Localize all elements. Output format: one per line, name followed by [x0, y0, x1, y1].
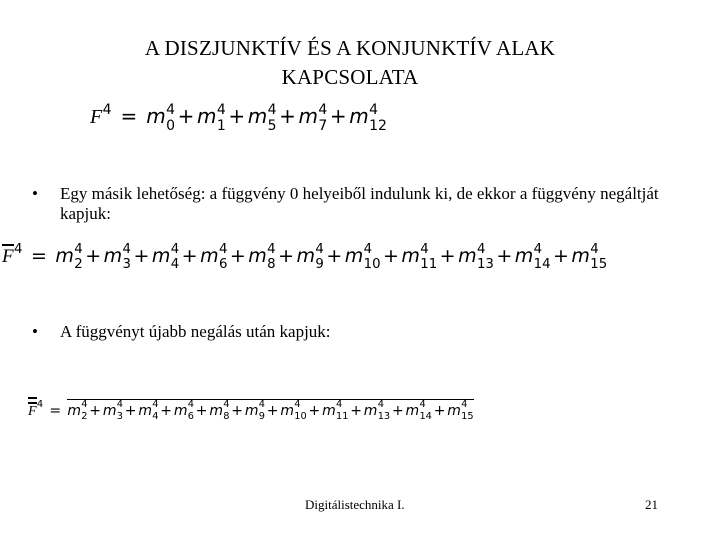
eq3-minterm-scripts: [223, 399, 230, 422]
bullet-dot-2: •: [32, 322, 38, 341]
eq1-plus-sign: +: [177, 104, 195, 128]
eq3-terms: [67, 399, 474, 422]
eq3-minterm-scripts: [187, 399, 194, 422]
eq2-minterm: [514, 241, 551, 272]
eq3-minterm-symbol: m: [322, 403, 336, 419]
eq3-minterm-scripts: [461, 399, 474, 422]
eq2-minterm-superscript: 4: [420, 241, 429, 257]
eq2-minterm-symbol: m: [200, 245, 219, 267]
eq2-minterm: [248, 241, 276, 272]
eq2-terms: [55, 241, 608, 272]
eq3-minterm-superscript: 4: [461, 399, 468, 411]
eq1-lhs-variable: F: [90, 106, 103, 128]
eq3-minterm-superscript: 4: [223, 399, 230, 411]
eq1-minterm-scripts: [166, 101, 175, 134]
eq3-negated-sum: [67, 399, 473, 420]
eq1-lhs-superscript: 4: [102, 101, 112, 118]
eq3-minterm-scripts: [116, 399, 123, 422]
eq2-minterm-subscript: 3: [122, 256, 131, 272]
eq1-minterm-superscript: 4: [369, 101, 378, 118]
eq3-minterm-superscript: 4: [258, 399, 265, 411]
eq3-minterm-symbol: m: [363, 403, 378, 419]
eq3-minterm-symbol: m: [405, 403, 420, 419]
title-line-2: KAPCSOLATA: [281, 65, 419, 89]
eq3-minterm-subscript: 8: [223, 410, 230, 422]
eq3-minterm: [102, 399, 123, 422]
eq1-minterm-symbol: m: [349, 104, 369, 128]
eq2-minterm-scripts: [590, 241, 608, 272]
eq2-plus-sign: +: [181, 245, 198, 267]
eq1-minterm-subscript: 7: [318, 117, 328, 134]
eq3-minterm: [363, 399, 391, 422]
eq2-equals-sign: =: [30, 245, 47, 267]
eq2-plus-sign: +: [439, 245, 456, 267]
eq3-minterm-superscript: 4: [335, 399, 343, 411]
eq3-minterm: [138, 399, 159, 422]
eq2-minterm-scripts: [122, 241, 131, 272]
eq3-minterm-scripts: [335, 399, 349, 422]
eq2-minterm-subscript: 13: [476, 256, 494, 272]
eq1-minterm-superscript: 4: [267, 101, 277, 118]
eq3-minterm: [447, 399, 474, 422]
bullet-dot-1: •: [32, 184, 38, 203]
eq2-minterm-symbol: m: [401, 245, 420, 267]
eq2-minterm-subscript: 11: [420, 256, 438, 272]
eq2-minterm-subscript: 15: [590, 256, 608, 272]
eq2-minterm-subscript: 8: [267, 256, 276, 272]
eq2-minterm-symbol: m: [103, 245, 123, 267]
title-line-1: A DISZJUNKTÍV ÉS A KONJUNKTÍV ALAK: [144, 36, 556, 60]
eq3-lhs-script: [36, 399, 44, 421]
eq2-minterm-superscript: 4: [315, 241, 324, 257]
eq3-plus-sign: +: [124, 403, 137, 419]
eq1-minterm-scripts: [369, 101, 387, 134]
eq1-minterm-scripts: [318, 101, 328, 134]
eq1-minterm-scripts: [216, 101, 226, 134]
eq3-minterm: [209, 399, 230, 422]
eq2-minterm-symbol: m: [55, 245, 74, 267]
eq2-minterm-superscript: 4: [590, 241, 599, 257]
eq2-minterm-scripts: [267, 241, 276, 272]
eq2-plus-sign: +: [496, 245, 513, 267]
eq1-plus-sign: +: [228, 104, 246, 128]
eq2-plus-sign: +: [326, 245, 343, 267]
eq3-minterm: [322, 399, 349, 422]
eq3-minterm-symbol: m: [280, 403, 294, 419]
eq2-minterm-scripts: [420, 241, 438, 272]
eq2-minterm: [151, 241, 180, 272]
eq3-plus-sign: +: [231, 403, 244, 419]
eq3-minterm-scripts: [294, 399, 307, 422]
eq1-terms: [146, 101, 387, 134]
eq1-minterm-scripts: [267, 101, 277, 134]
eq3-minterm-subscript: 9: [258, 410, 265, 422]
eq2-minterm-scripts: [315, 241, 324, 272]
eq1-minterm-subscript: 12: [369, 117, 387, 134]
eq2-minterm-scripts: [218, 241, 228, 272]
eq3-lhs-double-bar: [28, 397, 37, 420]
eq2-minterm-superscript: 4: [122, 241, 131, 257]
eq3-minterm-subscript: 4: [152, 410, 159, 422]
footer-page-number: 21: [645, 497, 658, 512]
eq3-plus-sign: +: [195, 403, 208, 419]
eq3-minterm-superscript: 4: [187, 399, 194, 411]
eq3-minterm: [67, 399, 88, 422]
eq2-minterm: [55, 241, 83, 272]
eq1-minterm-superscript: 4: [318, 101, 328, 118]
eq2-minterm-subscript: 10: [363, 256, 381, 272]
eq1-plus-sign: +: [279, 104, 296, 128]
eq2-minterm-subscript: 6: [218, 256, 228, 272]
eq3-minterm-subscript: 2: [81, 410, 88, 422]
eq3-minterm: [244, 399, 265, 422]
eq2-minterm-symbol: m: [151, 245, 171, 267]
eq2-minterm-scripts: [533, 241, 551, 272]
eq2-minterm: [401, 241, 438, 272]
eq2-minterm-superscript: 4: [363, 241, 373, 257]
eq1-plus-sign: +: [329, 104, 347, 128]
eq1-minterm-symbol: m: [298, 104, 318, 128]
eq3-plus-sign: +: [89, 403, 102, 419]
eq3-plus-sign: +: [160, 403, 173, 419]
eq3-minterm-symbol: m: [209, 403, 223, 419]
eq1-minterm: [349, 101, 387, 134]
eq3-minterm-subscript: 10: [294, 410, 307, 422]
eq3-minterm: [280, 399, 307, 422]
eq2-minterm-subscript: 2: [74, 256, 83, 272]
eq1-equals-sign: =: [120, 104, 138, 128]
eq2-minterm-scripts: [363, 241, 381, 272]
eq2-minterm: [571, 241, 608, 272]
eq2-minterm-subscript: 14: [533, 256, 551, 272]
eq2-minterm-superscript: 4: [267, 241, 276, 257]
eq3-minterm: [405, 399, 432, 422]
eq2-minterm: [458, 241, 494, 272]
eq1-minterm-symbol: m: [196, 104, 217, 128]
eq3-minterm: [173, 399, 194, 422]
eq3-plus-sign: +: [433, 403, 446, 419]
equation-disjunctive: [90, 101, 387, 134]
eq2-plus-sign: +: [229, 245, 246, 267]
bullet-text-2: A függvényt újabb negálás után kapjuk:: [60, 322, 331, 341]
eq2-minterm-symbol: m: [344, 245, 364, 267]
eq3-minterm-symbol: m: [67, 403, 81, 419]
eq3-minterm-subscript: 6: [187, 410, 194, 422]
eq2-minterm-symbol: m: [514, 245, 534, 267]
eq2-minterm: [296, 241, 324, 272]
eq2-minterm-symbol: m: [248, 245, 267, 267]
eq3-minterm-superscript: 4: [294, 399, 301, 411]
eq2-plus-sign: +: [553, 245, 569, 267]
equation-double-negated: [28, 397, 474, 420]
eq3-minterm-scripts: [152, 399, 159, 422]
eq1-minterm-subscript: 5: [267, 117, 277, 134]
eq3-minterm-scripts: [377, 399, 391, 422]
eq2-plus-sign: +: [383, 245, 399, 267]
footer-course-title: Digitálistechnika I.: [305, 497, 405, 512]
eq3-minterm-subscript: 15: [461, 410, 474, 422]
eq3-plus-sign: +: [308, 403, 321, 419]
eq1-minterm-symbol: m: [247, 104, 268, 128]
eq2-minterm: [103, 241, 131, 272]
eq3-minterm-superscript: 4: [419, 399, 426, 411]
eq3-minterm-superscript: 4: [116, 399, 123, 411]
eq1-minterm: [247, 101, 277, 134]
eq3-lhs-variable: F: [28, 404, 37, 419]
eq3-plus-sign: +: [391, 403, 404, 419]
eq2-minterm-superscript: 4: [170, 241, 180, 257]
eq3-equals-sign: =: [49, 403, 62, 419]
eq3-minterm-scripts: [258, 399, 265, 422]
eq2-minterm-subscript: 9: [315, 256, 324, 272]
eq3-minterm-subscript: 14: [419, 410, 432, 422]
eq3-minterm-symbol: m: [447, 403, 461, 419]
equation-negated: [2, 241, 608, 272]
eq2-minterm: [344, 241, 381, 272]
slide-title: [60, 34, 640, 92]
eq3-minterm-scripts: [419, 399, 432, 422]
eq3-minterm-symbol: m: [244, 403, 259, 419]
eq2-lhs-variable: F: [2, 246, 14, 267]
eq2-minterm-scripts: [476, 241, 494, 272]
eq2-minterm-superscript: 4: [476, 241, 486, 257]
eq3-lhs-superscript: 4: [36, 399, 44, 411]
bullet-text-1: Egy másik lehetőség: a függvény 0 helyeiből indulunk ki, de ekkor a függvény negáltját kapjuk:: [60, 184, 659, 223]
eq3-plus-sign: +: [350, 403, 362, 419]
eq3-minterm-symbol: m: [102, 403, 117, 419]
eq1-minterm-subscript: 0: [166, 117, 175, 134]
eq1-minterm-superscript: 4: [216, 101, 226, 118]
eq2-minterm: [200, 241, 228, 272]
eq1-minterm-subscript: 1: [216, 117, 226, 134]
eq2-minterm-symbol: m: [458, 245, 477, 267]
eq2-minterm-subscript: 4: [170, 256, 180, 272]
eq3-minterm-subscript: 3: [116, 410, 123, 422]
eq2-plus-sign: +: [278, 245, 295, 267]
eq3-minterm-scripts: [81, 399, 88, 422]
eq2-plus-sign: +: [133, 245, 150, 267]
eq2-minterm-superscript: 4: [74, 241, 83, 257]
eq1-minterm: [298, 101, 328, 134]
eq2-minterm-superscript: 4: [533, 241, 543, 257]
eq2-lhs-superscript: 4: [13, 241, 23, 257]
eq2-plus-sign: +: [85, 245, 102, 267]
eq3-minterm-subscript: 13: [377, 410, 391, 422]
eq2-minterm-symbol: m: [571, 245, 590, 267]
eq2-lhs-script: [13, 241, 23, 269]
eq2-minterm-superscript: 4: [218, 241, 228, 257]
eq3-minterm-superscript: 4: [81, 399, 88, 411]
eq1-lhs-script: [102, 101, 112, 131]
eq3-minterm-superscript: 4: [152, 399, 159, 411]
eq1-minterm-superscript: 4: [166, 101, 175, 118]
eq2-minterm-symbol: m: [296, 245, 316, 267]
eq3-minterm-subscript: 11: [335, 410, 349, 422]
eq3-minterm-symbol: m: [138, 403, 152, 419]
eq1-minterm-symbol: m: [146, 104, 166, 128]
eq1-minterm: [146, 101, 175, 134]
eq2-minterm-scripts: [170, 241, 180, 272]
eq1-minterm: [196, 101, 226, 134]
eq2-minterm-scripts: [74, 241, 83, 272]
eq3-minterm-superscript: 4: [377, 399, 384, 411]
eq3-minterm-symbol: m: [173, 403, 188, 419]
eq3-plus-sign: +: [266, 403, 279, 419]
